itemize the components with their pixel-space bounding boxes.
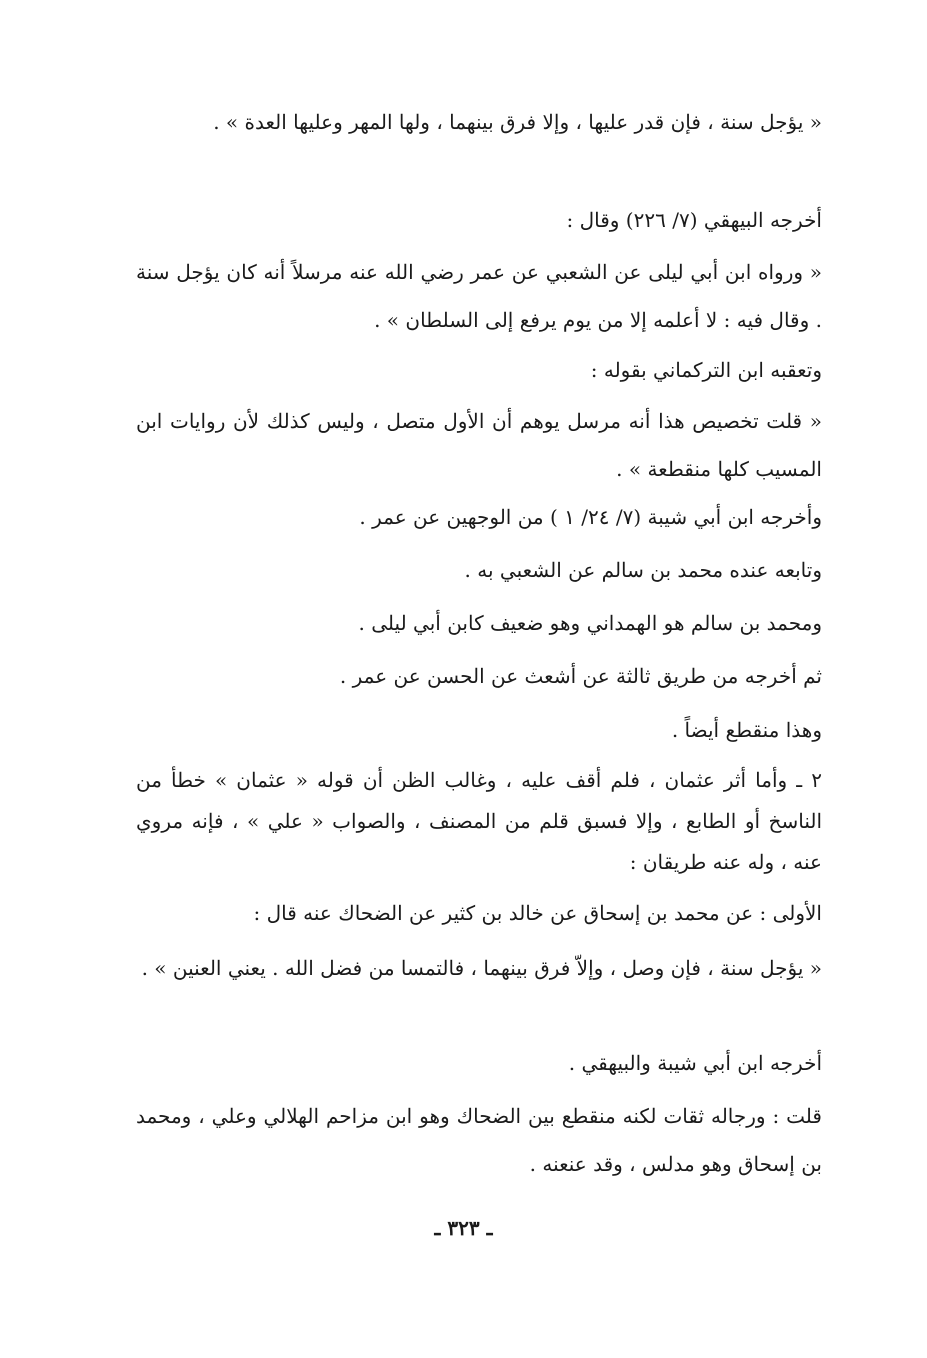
paragraph-5: « قلت تخصيص هذا أنه مرسل يوهم أن الأول متصل ، وليس كذلك لأن روايات ابن المسيب كلها منقطعة » .	[136, 409, 822, 481]
paragraph-3: « ورواه ابن أبي ليلى عن الشعبي عن عمر رضي الله عنه مرسلاً أنه كان يؤجل سنة . وقال فيه : لا أعلمه إلا من يوم يرفع إلى السلطان » .	[136, 260, 822, 332]
paragraph-2: أخرجه البيهقي (٧/ ٢٢٦) وقال :	[566, 208, 822, 232]
paragraph-7: وتابعه عنده محمد بن سالم عن الشعبي به .	[464, 558, 822, 582]
paragraph-10: وهذا منقطع أيضاً .	[671, 718, 822, 742]
paragraph-6: وأخرجه ابن أبي شيبة (٧/ ٢٤/ ١ ) من الوجهين عن عمر .	[359, 505, 822, 529]
paragraph-15: قلت : ورجاله ثقات لكنه منقطع بين الضحاك وهو ابن مزاحم الهلالي وعلي ، ومحمد بن إسحاق وهو مدلس ، وقد عنعنه .	[136, 1104, 822, 1176]
paragraph-1: « يؤجل سنة ، فإن قدر عليها ، وإلا فرق بينهما ، ولها المهر وعليها العدة » .	[213, 110, 822, 134]
paragraph-9: ثم أخرجه من طريق ثالثة عن أشعث عن الحسن عن عمر .	[339, 664, 822, 688]
paragraph-13: « يؤجل سنة ، فإن وصل ، وإلاّ فرق بينهما ، فالتمسا من فضل الله . يعني العنين » .	[141, 956, 822, 980]
page-number: ـ ٣٢٣ ـ	[434, 1216, 493, 1240]
paragraph-4: وتعقبه ابن التركماني بقوله :	[590, 358, 822, 382]
paragraph-8: ومحمد بن سالم هو الهمداني وهو ضعيف كابن أبي ليلى .	[358, 611, 822, 635]
paragraph-11: ٢ ـ وأما أثر عثمان ، فلم أقف عليه ، وغالب الظن أن قوله « عثمان » خطأ من الناسخ أو الطابع ، وإلا فسبق قلم من المصنف ، والصواب « علي » ، فإنه مروي عنه ، وله عنه طريقان :	[136, 768, 822, 874]
paragraph-14: أخرجه ابن أبي شيبة والبيهقي .	[568, 1051, 822, 1075]
paragraph-12: الأولى : عن محمد بن إسحاق عن خالد بن كثير عن الضحاك عنه قال :	[253, 901, 822, 925]
